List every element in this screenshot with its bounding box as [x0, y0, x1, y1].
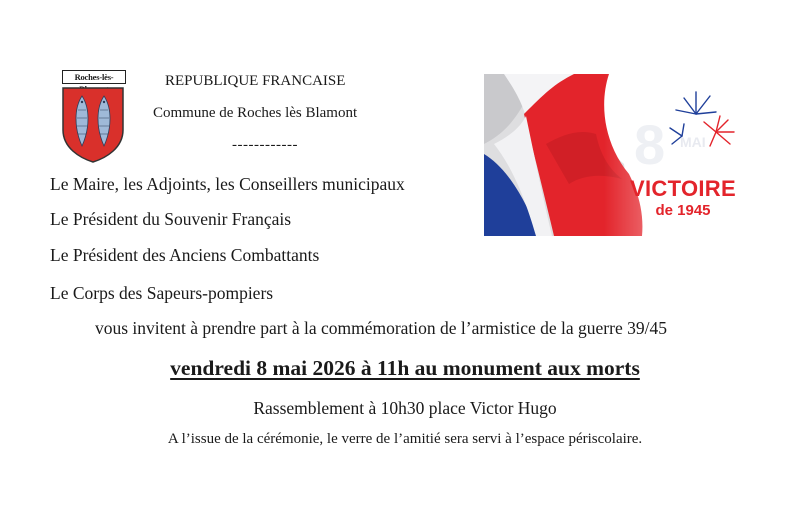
- banner-ghost-number: 8: [634, 113, 666, 176]
- crest-label: Roches-lès-: [62, 70, 126, 84]
- victory-banner: [484, 74, 750, 236]
- coat-of-arms: [60, 70, 130, 165]
- coat-of-arms-icon: [60, 86, 126, 164]
- separator-line: ------------: [232, 137, 298, 153]
- reception-text: A l’issue de la cérémonie, le verre de l’amitié sera servi à l’espace périscolaire.: [167, 431, 643, 447]
- gathering-text: Rassemblement à 10h30 place Victor Hugo: [253, 398, 557, 418]
- banner-subtitle: de 1945: [655, 202, 711, 219]
- banner-title: VICTOIRE: [630, 176, 736, 201]
- host-mayor: Le Maire, les Adjoints, les Conseillers municipaux: [50, 174, 405, 194]
- republic-heading: REPUBLIQUE FRANCAISE: [165, 73, 346, 89]
- commune-name: Commune de Roches lès Blamont: [153, 105, 358, 121]
- host-sapeurs-pompiers: Le Corps des Sapeurs-pompiers: [50, 283, 274, 303]
- invitation-text: vous invitent à prendre part à la commémoration de l’armistice de la guerre 39/45: [95, 318, 667, 338]
- host-anciens-combattants: Le Président des Anciens Combattants: [50, 245, 320, 265]
- event-headline: vendredi 8 mai 2026 à 11h au monument aux morts: [170, 356, 640, 380]
- host-souvenir-francais: Le Président du Souvenir Français: [50, 209, 292, 229]
- banner-ghost-word: MAI: [680, 134, 706, 150]
